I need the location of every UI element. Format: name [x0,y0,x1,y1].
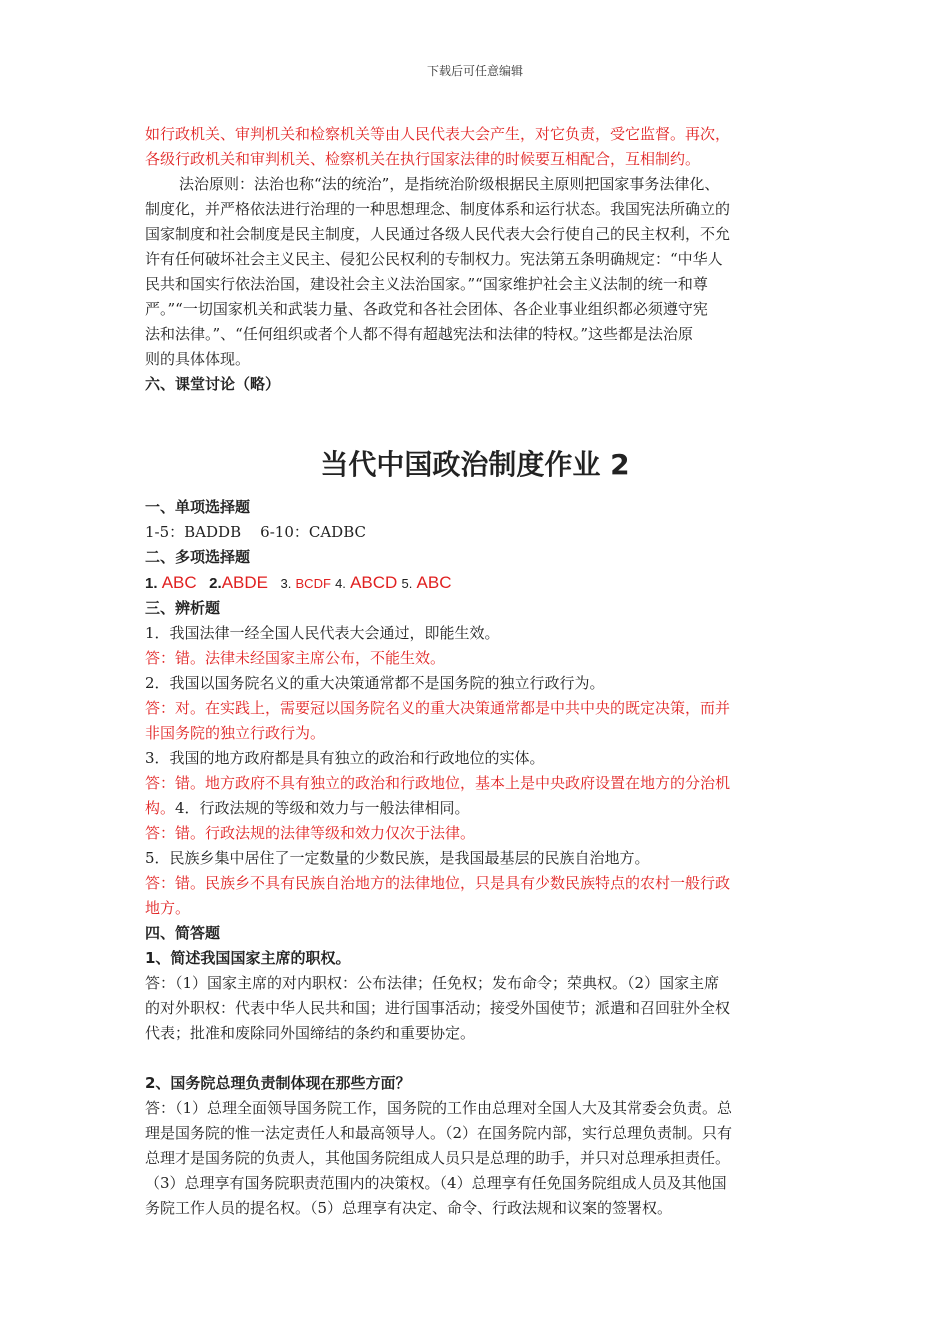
question: 3．我国的地方政府都是具有独立的政治和行政地位的实体。 [145,749,545,767]
single-choice-answers: 1-5：BADDB 6-10：CADBC [145,523,366,541]
answer-line: 答：（1）国家主席的对内职权：公布法律；任免权；发布命令；荣典权。（2）国家主席 [145,974,720,992]
answer: 答：对。在实践上，需要冠以国务院名义的重大决策通常都是中共中央的既定决策，而并 [145,699,731,717]
answer: 答：错。民族乡不具有民族自治地方的法律地位，只是具有少数民族特点的农村一般行政 [145,874,731,892]
mc-number: 4. [335,576,346,591]
mc-number: 5. [401,576,413,591]
section-heading-1: 一、单项选择题 [145,498,251,516]
question: 5．民族乡集中居住了一定数量的少数民族，是我国最基层的民族自治地方。 [145,849,650,867]
para-line: 制度化，并严格依法进行治理的一种思想理念、制度体系和运行状态。我国宪法所确立的 [145,200,731,218]
red-line: 如行政机关、审判机关和检察机关等由人民代表大会产生，对它负责，受它监督。再次， [145,125,731,143]
mc-number: 2. [209,575,222,592]
page-header: 下载后可任意编辑 [426,64,523,78]
document-title: 当代中国政治制度作业 2 [320,448,630,481]
question: 1．我国法律一经全国人民代表大会通过，即能生效。 [145,624,500,642]
section-heading-6: 六、课堂讨论（略） [145,375,281,393]
mc-answer: BCDF [295,576,331,591]
answer-line: 的对外职权：代表中华人民共和国；进行国事活动；接受外国使节；派遣和召回驻外全权 [145,999,731,1017]
mc-answer: ABC [161,573,197,592]
mc-answer: ABCD [350,573,398,592]
section-heading-4: 四、简答题 [145,924,221,942]
document-body [145,122,805,1221]
section-heading-2: 二、多项选择题 [145,548,251,566]
answer-question-line [145,796,805,821]
red-line: 各级行政机关和审判机关、检察机关在执行国家法律的时候要互相配合，互相制约。 [145,150,701,168]
para-line: 国家制度和社会制度是民主制度，人民通过各级人民代表大会行使自己的民主权利，不允 [145,225,731,243]
para-line: 民共和国实行依法治国，建设社会主义法治国家。”“国家维护社会主义法制的统一和尊 [145,275,708,293]
question: 1、简述我国国家主席的职权。 [145,949,351,967]
answer-line: 务院工作人员的提名权。（5）总理享有决定、命令、行政法规和议案的签署权。 [145,1199,673,1217]
para-line: 法治原则：法治也称“法的统治”，是指统治阶级根据民主原则把国家事务法律化、 [179,175,720,193]
answer-line: 理是国务院的惟一法定责任人和最高领导人。（2）在国务院内部，实行总理负责制。只有 [145,1124,733,1142]
para-line: 严。”“一切国家机关和武装力量、各政党和各社会团体、各企业事业组织都必须遵守宪 [145,300,708,318]
answer-line: 总理才是国务院的负责人，其他国务院组成人员只是总理的助手，并只对总理承担责任。 [145,1149,731,1167]
answer-line: （3）总理享有国务院职责范围内的决策权。（4）总理享有任免国务院组成人员及其他国 [145,1174,727,1192]
answer: 非国务院的独立行政行为。 [145,724,326,742]
mc-number: 3. [280,576,292,591]
question: 2．我国以国务院名义的重大决策通常都不是国务院的独立行政行为。 [145,674,605,692]
section-heading-3: 三、辨析题 [145,599,221,617]
question: 2、国务院总理负责制体现在那些方面？ [145,1074,411,1092]
answer-line: 答：（1）总理全面领导国务院工作，国务院的工作由总理对全国人大及其常委会负责。总 [145,1099,733,1117]
question: 4．行政法规的等级和效力与一般法律相同。 [175,799,470,817]
answer: 构。 [145,799,176,817]
answer: 地方。 [145,899,191,917]
answer-line: 代表；批准和废除同外国缔结的条约和重要协定。 [145,1024,476,1042]
answer: 答：错。地方政府不具有独立的政治和行政地位，基本上是中央政府设置在地方的分治机 [145,774,731,792]
mc-number: 1. [145,575,158,592]
answer: 答：错。法律未经国家主席公布，不能生效。 [145,649,446,667]
mc-answer: ABC [416,573,452,592]
multi-choice-answers [145,570,805,596]
para-line: 则的具体体现。 [145,350,251,368]
mc-answer: ABDE [221,573,268,592]
para-line: 法和法律。”、“任何组织或者个人都不得有超越宪法和法律的特权。”这些都是法治原 [145,325,694,343]
answer: 答：错。行政法规的法律等级和效力仅次于法律。 [145,824,476,842]
para-line: 许有任何破坏社会主义民主、侵犯公民权利的专制权力。宪法第五条明确规定：“中华人 [145,250,723,268]
